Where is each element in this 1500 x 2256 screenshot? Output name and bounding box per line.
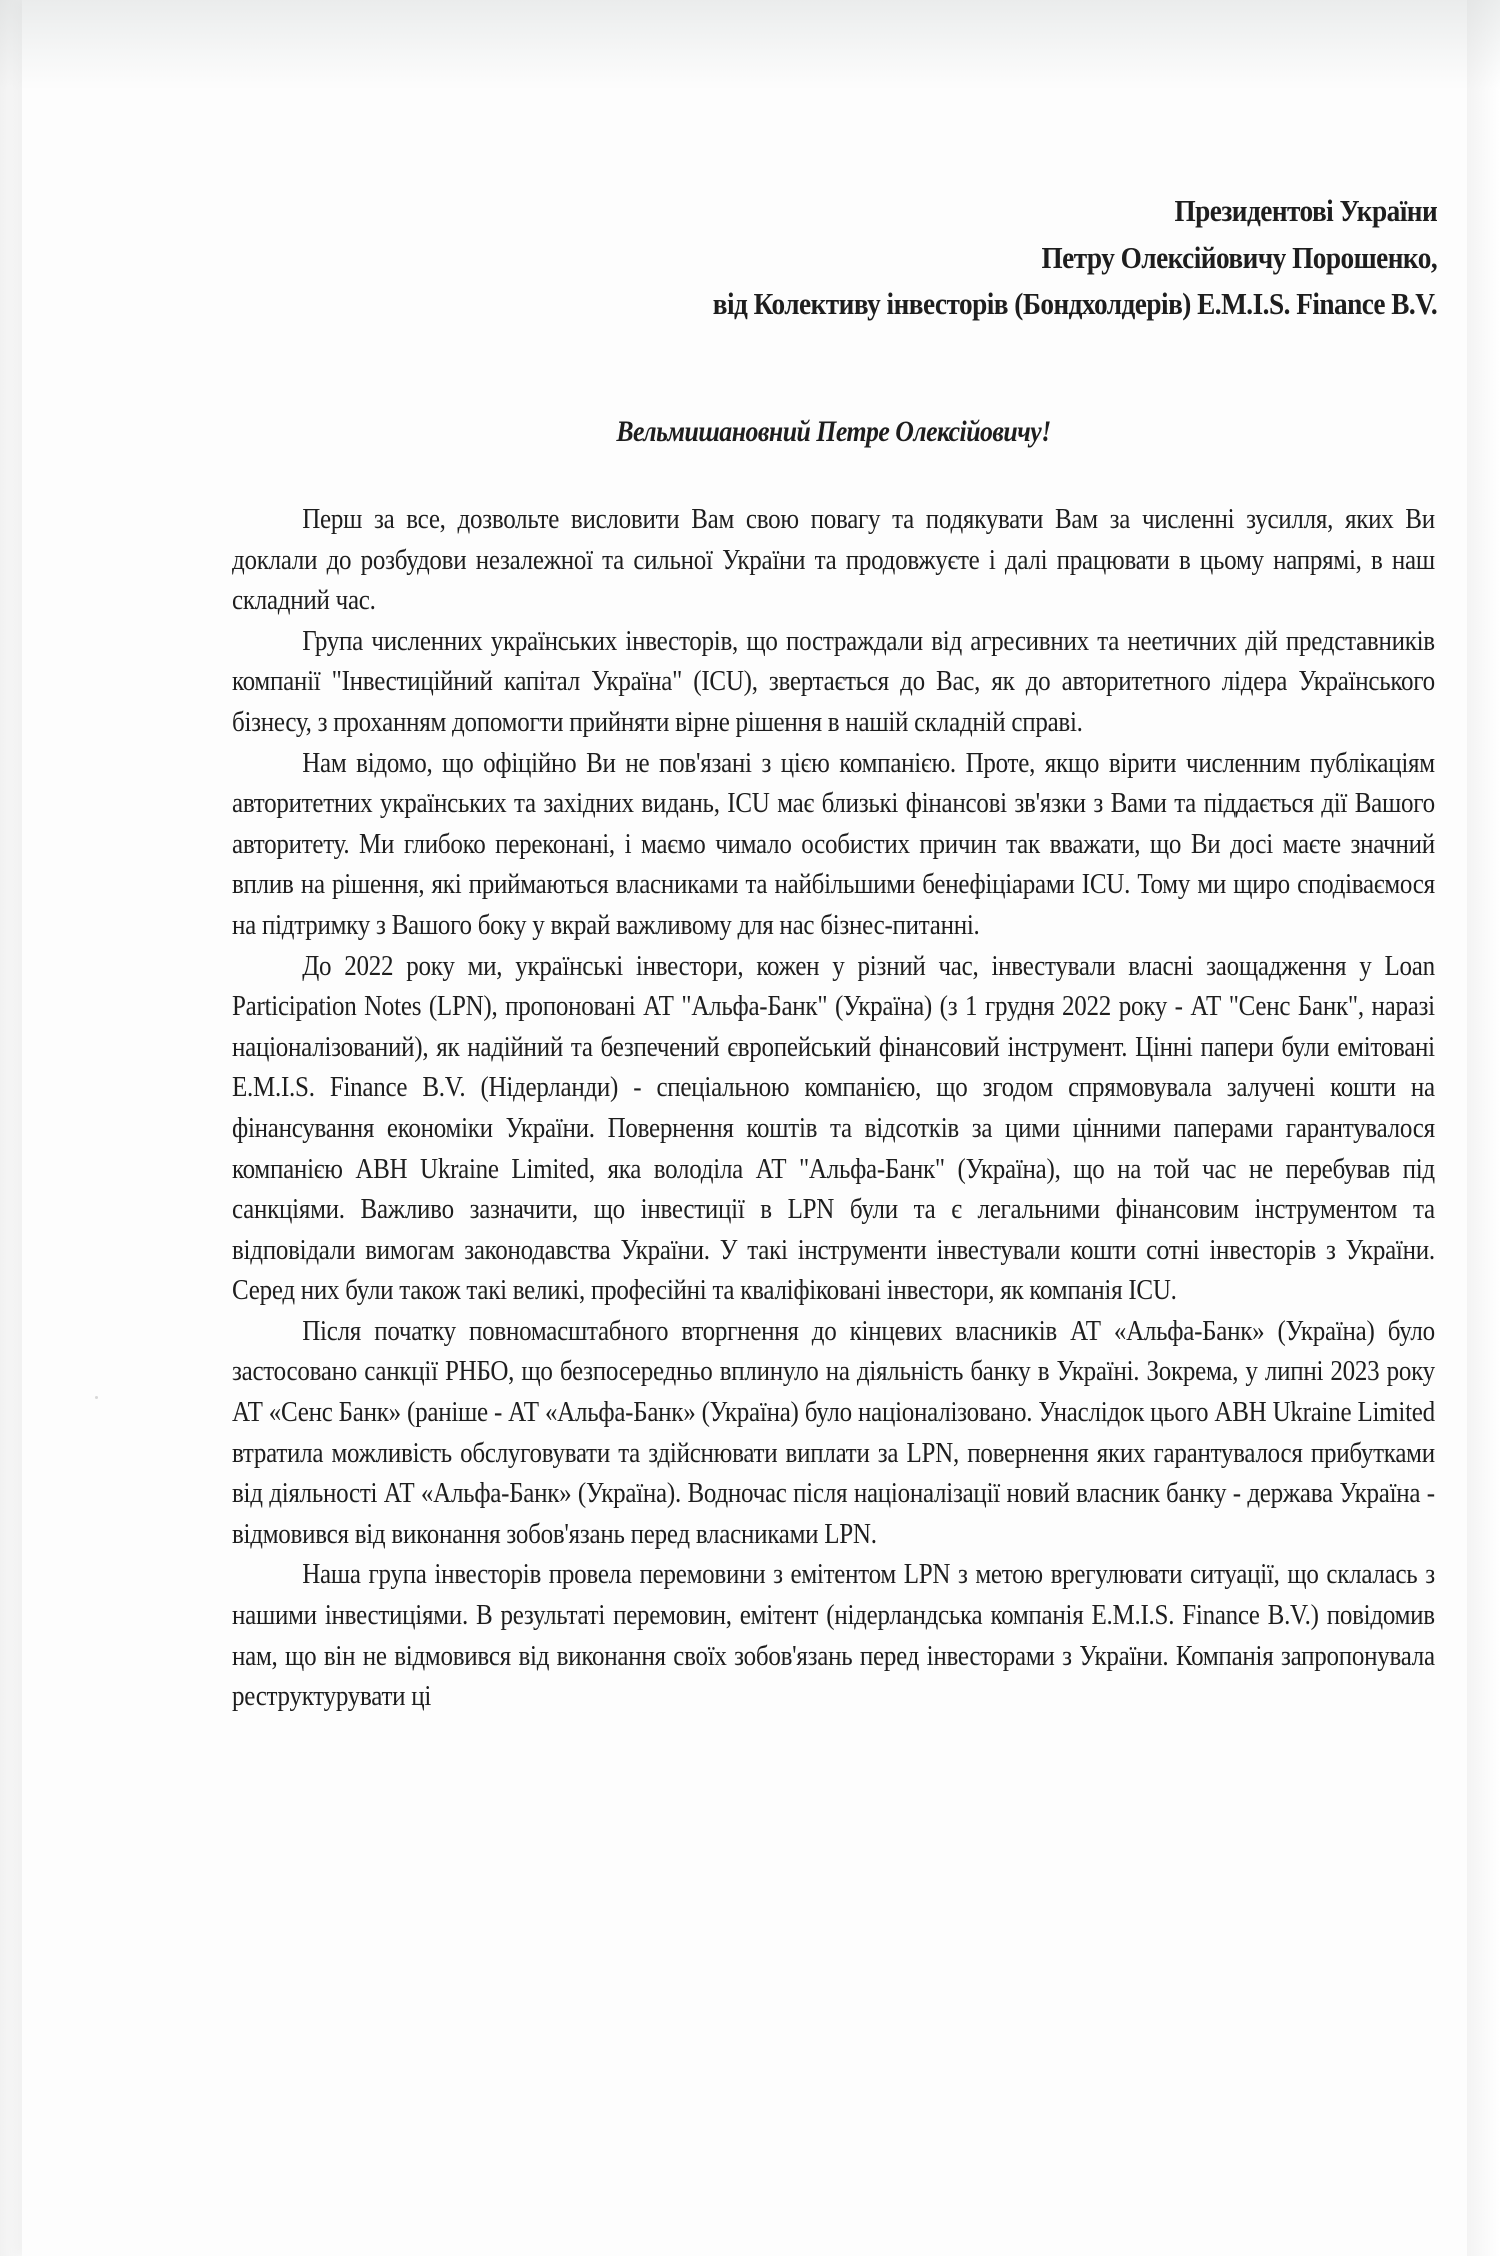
- sender-line: від Колективу інвесторів (Бондхолдерів) E.M.I.S. Finance B.V.: [712, 286, 1437, 321]
- salutation: [232, 412, 1435, 452]
- scan-right-edge: [1467, 0, 1500, 2256]
- scan-speck: [95, 1396, 98, 1399]
- addressee-title: Президентові України: [1174, 193, 1437, 228]
- scan-left-edge: [0, 0, 22, 2256]
- paragraph-3: Нам відомо, що офіційно Ви не пов'язані з цією компанією. Проте, якщо вірити численним публікаціям авторитетних українських та західних видань, ICU має близькі фінансові зв'язки з Вами та піддається дії Вашого авторитету. Ми глибоко переконані, і маємо чимало особистих причин так вважати, що Ви досі маєте значний вплив на рішення, які приймаються власниками та найбільшими бенефіціарами ICU. Тому ми щиро сподіваємося на підтримку з Вашого боку у вкрай важливому для нас бізнес-питанні.: [232, 747, 1435, 941]
- letter-body: [232, 500, 1435, 1718]
- salutation-text: Вельмишановний Петре Олексійовичу!: [616, 415, 1051, 448]
- addressee-block: [713, 188, 1437, 328]
- paragraph-1: Перш за все, дозвольте висловити Вам свою повагу та подякувати Вам за численні зусилля, яких Ви доклали до розбудови незалежної та сильної України та продовжуєте і далі працювати в цьому напрямі, в наш складний час.: [232, 504, 1435, 617]
- addressee-name: Петру Олексійовичу Порошенко,: [1041, 239, 1437, 275]
- paragraph-4: До 2022 року ми, українські інвестори, кожен у різний час, інвестували власні заощадження у Loan Participation Notes (LPN), пропоновані АТ "Альфа-Банк" (Україна) (з 1 грудня 2022 року - АТ "Сенс Банк", наразі націоналізований), як надійний та безпечений європейський фінансовий інструмент. Цінні папери були емітовані E.M.I.S. Finance B.V. (Нідерланди) - спеціальною компанією, що згодом спрямовувала залучені кошти на фінансування економіки України. Повернення коштів та відсотків за цими цінними паперами гарантувалося компанією ABH Ukraine Limited, яка володіла АТ "Альфа-Банк" (Україна), що на той час не перебував під санкціями. Важливо зазначити, що інвестиції в LPN були та є легальними фінансовим інструментом та відповідали вимогам законодавства України. У такі інструменти інвестували кошти сотні інвесторів з України. Серед них були також такі великі, професійні та кваліфіковані інвестори, як компанія ICU.: [232, 950, 1435, 1307]
- paragraph-2: Група численних українських інвесторів, що постраждали від агресивних та неетичних дій представників компанії "Інвестиційний капітал Україна" (ICU), звертається до Вас, як до авторитетного лідера Українського бізнесу, з проханням допомогти прийняти вірне рішення в нашій складній справі.: [232, 625, 1435, 738]
- paragraph-5: Після початку повномасштабного вторгнення до кінцевих власників АТ «Альфа-Банк» (Україна) було застосовано санкції РНБО, що безпосередньо вплинуло на діяльність банку в Україні. Зокрема, у липні 2023 року АТ «Сенс Банк» (раніше - АТ «Альфа-Банк» (Україна) було націоналізовано. Унаслідок цього ABH Ukraine Limited втратила можливість обслуговувати та здійснювати виплати за LPN, повернення яких гарантувалося прибутками від діяльності АТ «Альфа-Банк» (Україна). Водночас після націоналізації новий власник банку - держава Україна - відмовився від виконання зобов'язань перед власниками LPN.: [232, 1315, 1435, 1550]
- paragraph-6: Наша група інвесторів провела перемовини з емітентом LPN з метою врегулювати ситуації, що склалась з нашими інвестиціями. В результаті перемовин, емітент (нідерландська компанія E.M.I.S. Finance B.V.) повідомив нам, що він не відмовився від виконання своїх зобов'язань перед інвесторами з України. Компанія запропонувала реструктурувати ці: [232, 1559, 1435, 1713]
